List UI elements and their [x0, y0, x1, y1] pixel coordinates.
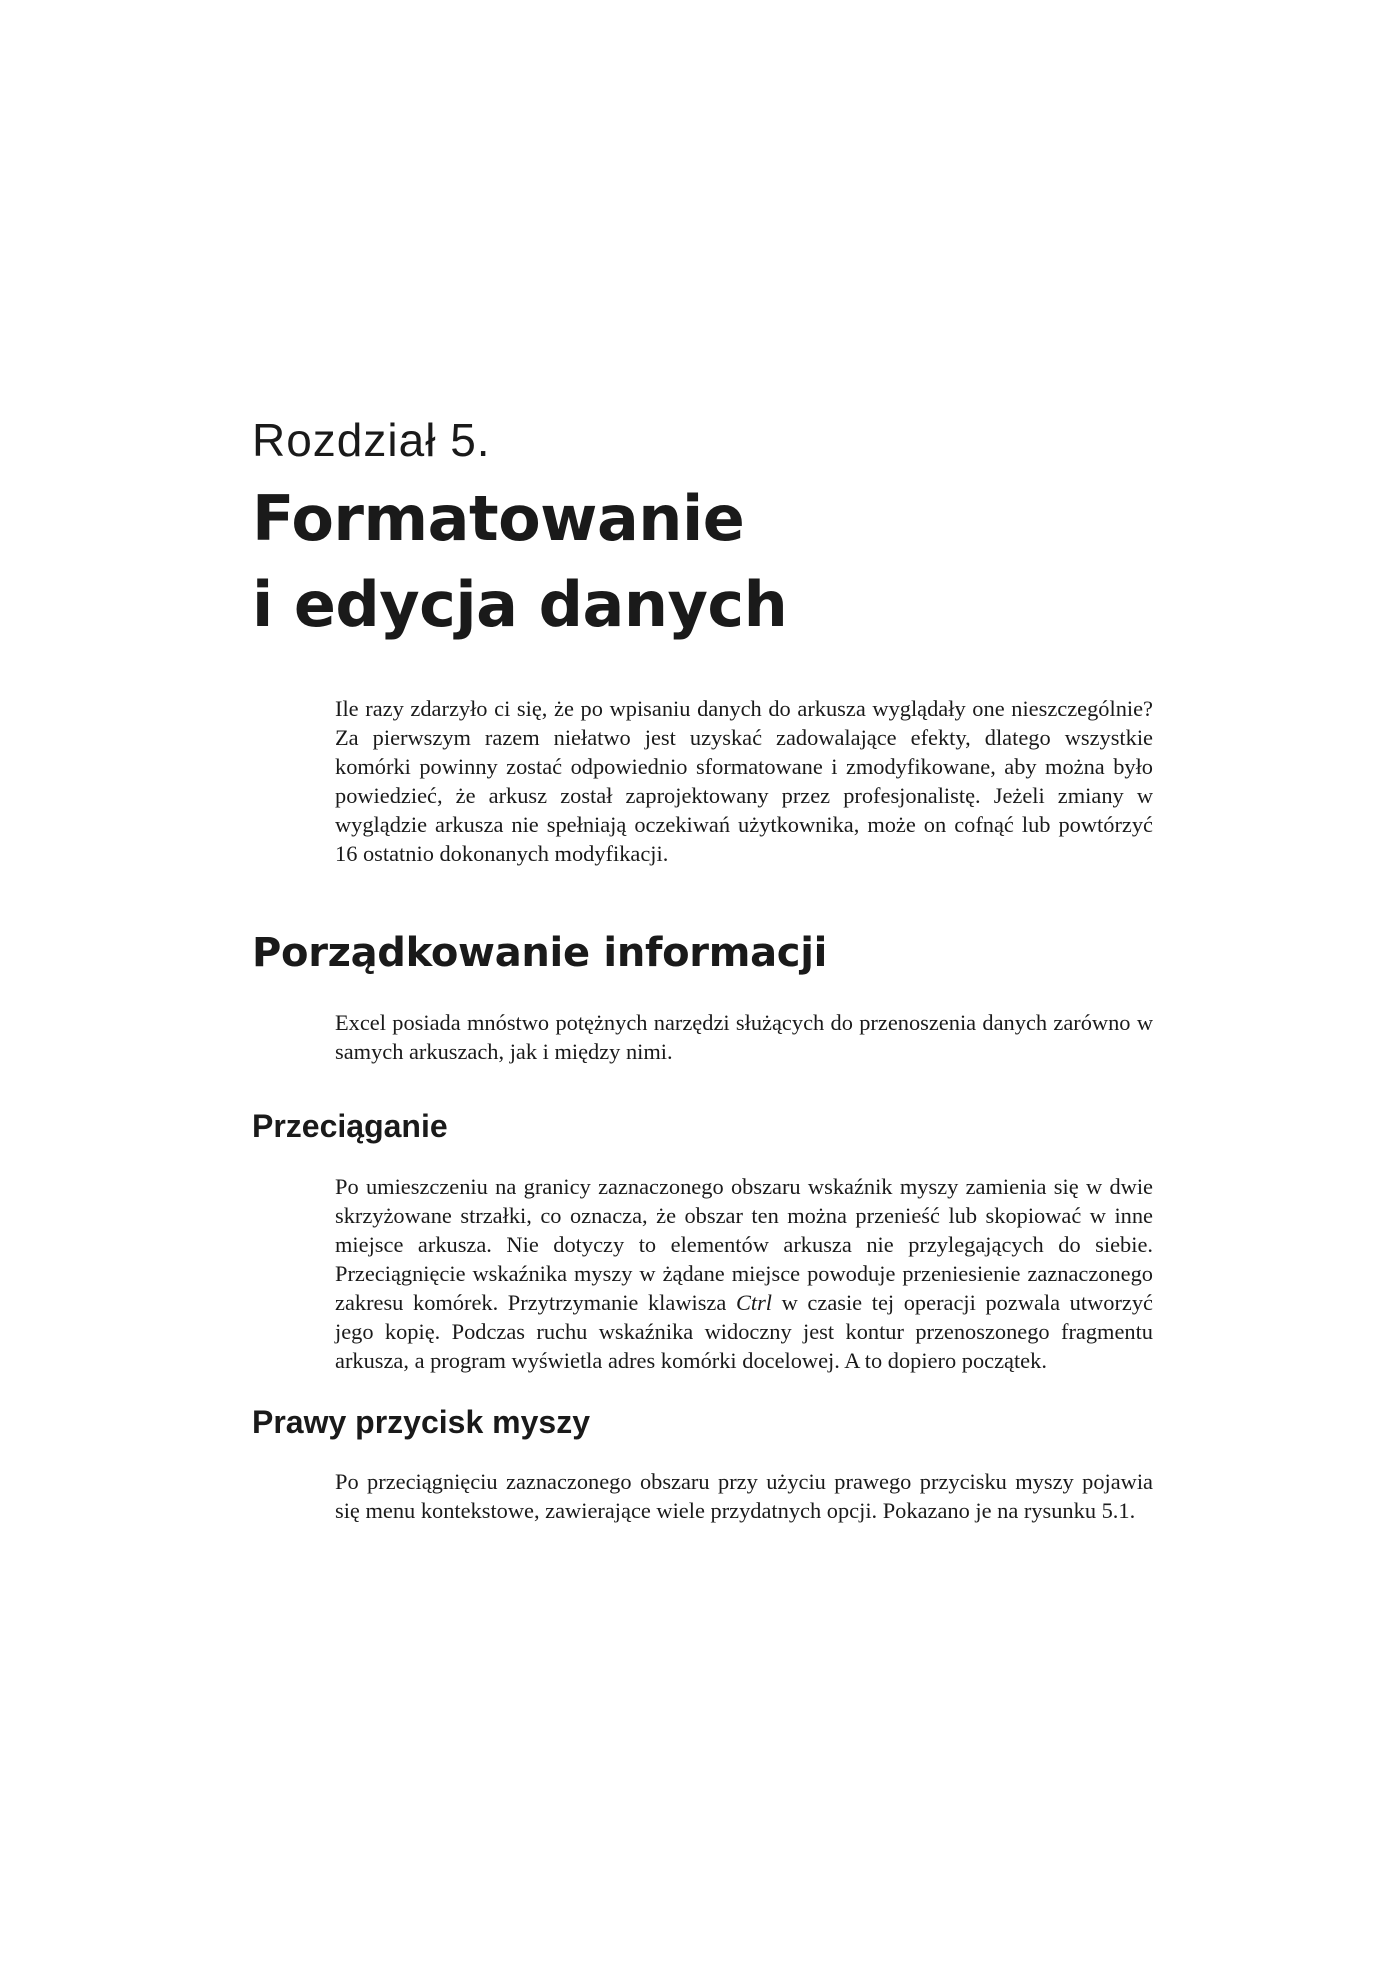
subsection-paragraph-przeciaganie — [335, 1172, 1153, 1375]
section-heading-porzadkowanie: Porządkowanie informacji — [252, 930, 828, 976]
subsection-paragraph-prawy-przycisk: Po przeciągnięciu zaznaczonego obszaru przy użyciu prawego przycisku myszy pojawia się menu kontekstowe, zawierające wiele przydatnych opcji. Pokazano je na rysunku 5.1. — [335, 1469, 1153, 1523]
intro-paragraph: Ile razy zdarzyło ci się, że po wpisaniu danych do arkusza wyglądały one nieszczególnie? Za pierwszym razem niełatwo jest uzyskać zadowalające efekty, dlatego wszystkie komórki powinny zostać odpowiednio sformatowane i zmodyfikowane, aby można było powiedzieć, że arkusz został zaprojektowany przez profesjonalistę. Jeżeli zmiany w wyglądzie arkusza nie spełniają oczekiwań użytkownika, może on cofnąć lub powtórzyć 16 ostatnio dokonanych modyfikacji. — [335, 696, 1153, 866]
section-paragraph-porzadkowanie: Excel posiada mnóstwo potężnych narzędzi służących do przenoszenia danych zarówno w samych arkuszach, jak i między nimi. — [335, 1010, 1153, 1064]
paragraph-text-part-2: w czasie tej operacji pozwala utworzyć jego kopię. Podczas ruchu wskaźnika widoczny jest kontur przenoszonego fragmentu arkusza, a program wyświetla adres komórki docelowej. A to dopiero początek. — [335, 1290, 1153, 1373]
paragraph-text-part-1: Po umieszczeniu na granicy zaznaczonego obszaru wskaźnik myszy zamienia się w dwie skrzyżowane strzałki, co oznacza, że obszar ten można przenieść lub skopiować w inne miejsce arkusza. Nie dotyczy to elementów arkusza nie przylegających do siebie. Przeciągnięcie wskaźnika myszy w żądane miejsce powoduje przeniesienie zaznaczonego zakresu komórek. Przytrzymanie klawisza — [335, 1174, 1153, 1315]
chapter-label: Rozdział 5. — [252, 414, 491, 466]
chapter-title-line-2: i edycja danych — [252, 568, 788, 641]
chapter-title-line-1: Formatowanie — [252, 482, 745, 555]
chapter-title — [252, 476, 1252, 648]
key-name-ctrl: Ctrl — [735, 1290, 773, 1315]
subsection-heading-prawy-przycisk: Prawy przycisk myszy — [252, 1404, 590, 1440]
subsection-heading-przeciaganie: Przeciąganie — [252, 1108, 448, 1144]
